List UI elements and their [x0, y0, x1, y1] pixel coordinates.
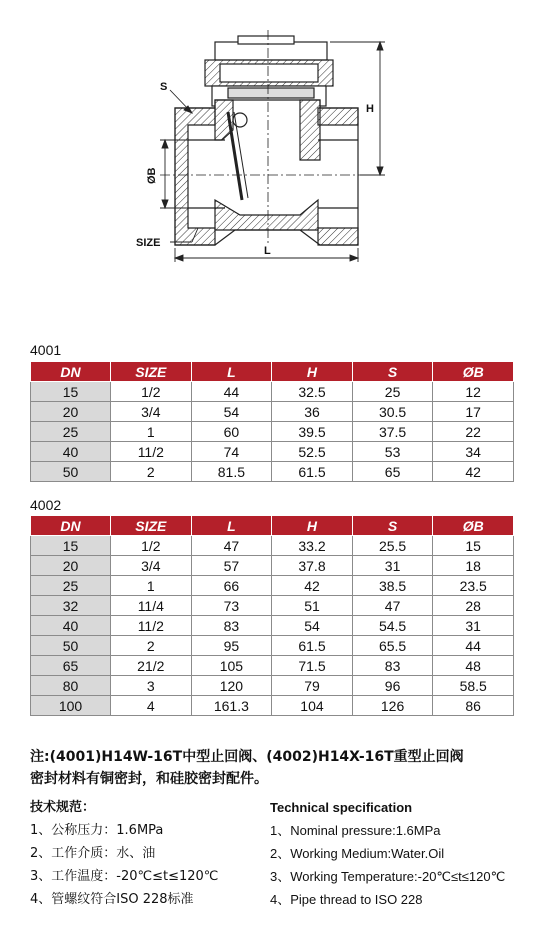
value-cell: 81.5	[191, 462, 272, 482]
value-cell: 23.5	[433, 576, 514, 596]
table-row	[31, 616, 514, 636]
dn-cell: 50	[31, 636, 111, 656]
spec-chinese-item: 4、管螺纹符合ISO 228标准	[30, 892, 194, 907]
value-cell: 1	[111, 576, 192, 596]
table-row	[31, 442, 514, 462]
header-s: S	[352, 516, 433, 536]
value-cell: 44	[191, 382, 272, 402]
value-cell: 52.5	[272, 442, 353, 462]
value-cell: 95	[191, 636, 272, 656]
value-cell: 1	[111, 422, 192, 442]
valve-body-drawing	[160, 30, 380, 245]
dn-cell: 15	[31, 536, 111, 556]
header-h: H	[272, 362, 353, 382]
value-cell: 60	[191, 422, 272, 442]
value-cell: 25	[352, 382, 433, 402]
spec-chinese-item: 2、工作介质：水、油	[30, 846, 156, 861]
value-cell: 58.5	[433, 676, 514, 696]
value-cell: 65.5	[352, 636, 433, 656]
value-cell: 12	[433, 382, 514, 402]
dim-label-size: SIZE	[136, 237, 161, 249]
spec-table-4001	[30, 361, 514, 482]
table-row	[31, 696, 514, 716]
table-row	[31, 382, 514, 402]
value-cell: 11/2	[111, 442, 192, 462]
value-cell: 42	[272, 576, 353, 596]
value-cell: 51	[272, 596, 353, 616]
header-s: S	[352, 362, 433, 382]
value-cell: 42	[433, 462, 514, 482]
table-row	[31, 422, 514, 442]
value-cell: 2	[111, 462, 192, 482]
value-cell: 54	[191, 402, 272, 422]
note-line-2: 密封材料有铜密封，和硅胶密封配件。	[30, 771, 268, 787]
value-cell: 17	[433, 402, 514, 422]
value-cell: 74	[191, 442, 272, 462]
value-cell: 54	[272, 616, 353, 636]
value-cell: 3/4	[111, 402, 192, 422]
note-line-1: 注:(4001)H14W-16T中型止回阀、(4002)H14X-16T重型止回阀	[30, 749, 464, 765]
header-dn: DN	[31, 362, 111, 382]
dim-label-h: H	[366, 103, 374, 115]
table-row	[31, 676, 514, 696]
table-row	[31, 536, 514, 556]
value-cell: 22	[433, 422, 514, 442]
value-cell: 96	[352, 676, 433, 696]
table-row	[31, 462, 514, 482]
table-row	[31, 556, 514, 576]
value-cell: 65	[352, 462, 433, 482]
value-cell: 11/4	[111, 596, 192, 616]
value-cell: 105	[191, 656, 272, 676]
value-cell: 120	[191, 676, 272, 696]
table-header-row	[31, 516, 514, 536]
value-cell: 15	[433, 536, 514, 556]
dn-cell: 15	[31, 382, 111, 402]
value-cell: 11/2	[111, 616, 192, 636]
value-cell: 86	[433, 696, 514, 716]
spec-english	[270, 796, 505, 911]
valve-technical-drawing	[0, 0, 558, 300]
value-cell: 28	[433, 596, 514, 616]
value-cell: 32.5	[272, 382, 353, 402]
table-row	[31, 402, 514, 422]
value-cell: 83	[352, 656, 433, 676]
value-cell: 37.5	[352, 422, 433, 442]
dn-cell: 100	[31, 696, 111, 716]
value-cell: 3	[111, 676, 192, 696]
value-cell: 4	[111, 696, 192, 716]
table-title-4001: 4001	[30, 342, 62, 358]
dn-cell: 20	[31, 556, 111, 576]
value-cell: 73	[191, 596, 272, 616]
value-cell: 54.5	[352, 616, 433, 636]
table-row	[31, 636, 514, 656]
header-size: SIZE	[111, 516, 192, 536]
value-cell: 57	[191, 556, 272, 576]
spec-chinese-heading: 技术规范：	[30, 800, 96, 815]
value-cell: 39.5	[272, 422, 353, 442]
dim-label-s: S	[160, 81, 168, 93]
value-cell: 61.5	[272, 636, 353, 656]
spec-chinese-item: 1、公称压力：1.6MPa	[30, 823, 164, 838]
dn-cell: 25	[31, 576, 111, 596]
table-body	[31, 536, 514, 716]
value-cell: 83	[191, 616, 272, 636]
value-cell: 104	[272, 696, 353, 716]
dim-label-b: ØB	[146, 167, 158, 184]
dn-cell: 65	[31, 656, 111, 676]
value-cell: 34	[433, 442, 514, 462]
value-cell: 1/2	[111, 536, 192, 556]
spec-english-heading: Technical specification	[270, 800, 413, 815]
note-text	[30, 746, 540, 790]
header-size: SIZE	[111, 362, 192, 382]
value-cell: 1/2	[111, 382, 192, 402]
header-l: L	[191, 362, 272, 382]
value-cell: 31	[352, 556, 433, 576]
value-cell: 48	[433, 656, 514, 676]
header-l: L	[191, 516, 272, 536]
table-header-row	[31, 362, 514, 382]
spec-chinese-item: 3、工作温度：-20℃≤t≤120℃	[30, 869, 219, 884]
header-dn: DN	[31, 516, 111, 536]
value-cell: 18	[433, 556, 514, 576]
spec-chinese	[30, 796, 218, 911]
value-cell: 61.5	[272, 462, 353, 482]
value-cell: 66	[191, 576, 272, 596]
header-b: ØB	[433, 362, 514, 382]
table-row	[31, 576, 514, 596]
value-cell: 44	[433, 636, 514, 656]
spec-english-item: 4、Pipe thread to ISO 228	[270, 892, 423, 907]
dn-cell: 50	[31, 462, 111, 482]
value-cell: 47	[352, 596, 433, 616]
dn-cell: 20	[31, 402, 111, 422]
spec-english-item: 1、Nominal pressure:1.6MPa	[270, 823, 441, 838]
table-title-4002: 4002	[30, 497, 62, 513]
value-cell: 2	[111, 636, 192, 656]
value-cell: 30.5	[352, 402, 433, 422]
value-cell: 21/2	[111, 656, 192, 676]
table-row	[31, 596, 514, 616]
value-cell: 53	[352, 442, 433, 462]
value-cell: 31	[433, 616, 514, 636]
value-cell: 37.8	[272, 556, 353, 576]
table-row	[31, 656, 514, 676]
header-b: ØB	[433, 516, 514, 536]
dn-cell: 40	[31, 442, 111, 462]
value-cell: 36	[272, 402, 353, 422]
value-cell: 161.3	[191, 696, 272, 716]
dn-cell: 80	[31, 676, 111, 696]
value-cell: 47	[191, 536, 272, 556]
value-cell: 38.5	[352, 576, 433, 596]
value-cell: 3/4	[111, 556, 192, 576]
value-cell: 25.5	[352, 536, 433, 556]
value-cell: 79	[272, 676, 353, 696]
value-cell: 71.5	[272, 656, 353, 676]
dim-label-l: L	[264, 245, 271, 257]
dn-cell: 40	[31, 616, 111, 636]
header-h: H	[272, 516, 353, 536]
spec-english-item: 3、Working Temperature:-20℃≤t≤120℃	[270, 869, 506, 884]
table-body	[31, 382, 514, 482]
spec-table-4002	[30, 515, 514, 716]
value-cell: 126	[352, 696, 433, 716]
value-cell: 33.2	[272, 536, 353, 556]
dn-cell: 25	[31, 422, 111, 442]
spec-english-item: 2、Working Medium:Water.Oil	[270, 846, 445, 861]
dn-cell: 32	[31, 596, 111, 616]
